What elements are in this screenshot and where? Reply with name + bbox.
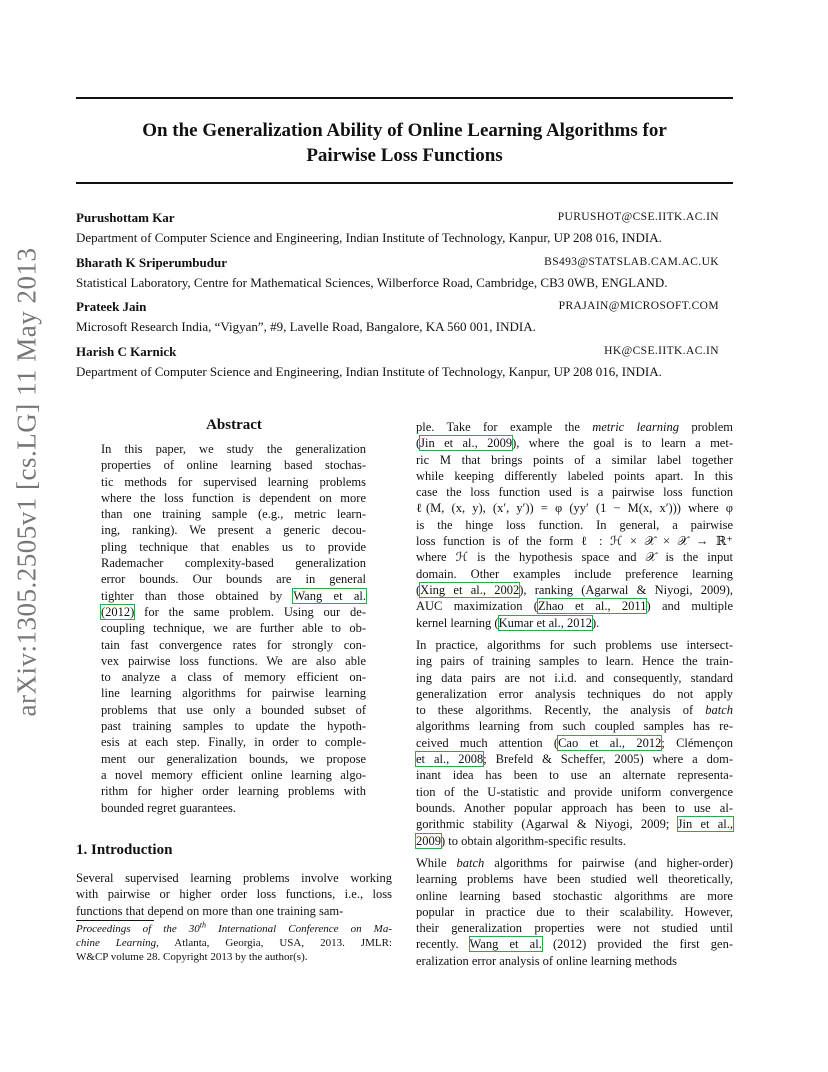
paragraph-line: recently. Wang et al. (2012) provided the first gen- (416, 937, 733, 952)
paragraph-line: learning problems have been studied well theoretically, (416, 872, 733, 887)
abstract-line: properties of online learning based stochas- (101, 458, 366, 473)
abstract-line: where the loss function is dependent on more (101, 490, 366, 505)
paper-title (76, 118, 733, 168)
author-affiliation: Microsoft Research India, “Vigyan”, #9, Lavelle Road, Bangalore, KA 560 001, INDIA. (76, 319, 536, 334)
author-email[interactable]: BS493@STATSLAB.CAM.AC.UK (544, 256, 719, 268)
author-block-3 (76, 299, 733, 334)
abstract-line: bounded regret guarantees. (101, 800, 237, 815)
abstract-line: pling technique that enables us to provide (101, 539, 366, 554)
author-name: Prateek Jain (76, 299, 147, 314)
introduction-line: functions that depend on more than one training sam- (76, 903, 344, 918)
paragraph-line: online learning based stochastic algorithms are more (416, 888, 733, 903)
paragraph-line: tion of the U-statistic and provide uniform convergence (416, 784, 733, 799)
author-affiliation: Statistical Laboratory, Centre for Mathematical Sciences, Wilberforce Road, Cambridge, CB3 0WB, ENGLAND. (76, 275, 668, 290)
paragraph-line: loss function is of the form ℓ : ℋ × 𝒳 × 𝒳 → ℝ⁺ (416, 534, 733, 549)
paragraph-line: ing data pairs are not i.i.d. and consequently, standard (416, 670, 733, 685)
footnote-line: Proceedings of the 30th International Conference on Ma- (76, 920, 392, 935)
footnote-line: chine Learning, Atlanta, Georgia, USA, 2013. JMLR: (76, 936, 392, 949)
footnote (76, 920, 392, 964)
author-name: Bharath K Sriperumbudur (76, 255, 227, 270)
abstract-line: tain fast convergence rates for strongly con- (101, 637, 366, 652)
abstract-line: Rademacher complexity-based generalization (101, 556, 366, 571)
paragraph-line: domain. Other examples include preference learning (416, 566, 733, 581)
title-line-1: On the Generalization Ability of Online Learning Algorithms for (142, 120, 667, 141)
abstract-line: esis at each step. Finally, in order to comple- (101, 735, 366, 750)
paragraph-line: (Jin et al., 2009), where the goal is to learn a met- (416, 436, 733, 451)
paragraph-line: popular in practice due to their scalability. However, (416, 904, 733, 919)
title-bottom-rule (76, 182, 733, 184)
paragraph-line: ric M that brings points of a similar label together (416, 452, 733, 467)
author-email[interactable]: PRAJAIN@MICROSOFT.COM (558, 300, 719, 312)
abstract-line: coupling technique, we are further able to ob- (101, 621, 366, 636)
introduction-line: with pairwise or higher order loss functions, i.e., loss (76, 887, 392, 902)
abstract-line: problems that use only a bounded subset of (101, 702, 366, 717)
paragraph-line: while keeping differently labeled points apart. In this (416, 468, 733, 483)
paragraph-line: eralization error analysis of online learning methods (416, 953, 678, 968)
arxiv-identifier: arXiv:1305.2505v1 [cs.LG] 11 May 2013 (11, 247, 42, 717)
author-email[interactable]: PURUSHOT@CSE.IITK.AC.IN (557, 211, 719, 223)
author-affiliation: Department of Computer Science and Engineering, Indian Institute of Technology, Kanpur, UP 208 016, INDIA. (76, 230, 662, 245)
author-block-4 (76, 344, 733, 379)
paragraph-line: inant idea has been to use an alternate representa- (416, 768, 733, 783)
paragraph-line: their generalization properties were not studied until (416, 921, 733, 936)
author-name: Harish C Karnick (76, 344, 177, 359)
arxiv-stamp (6, 247, 48, 717)
abstract-line: tighter than those obtained by Wang et al. (101, 588, 366, 603)
paragraph-line: kernel learning (Kumar et al., 2012). (416, 615, 600, 630)
introduction-line: Several supervised learning problems involve working (76, 871, 392, 885)
section-heading-introduction: 1. Introduction (76, 842, 173, 858)
paragraph-line: ing pairs of training samples to learn. Hence the train- (416, 654, 733, 669)
author-email[interactable]: HK@CSE.IITK.AC.IN (604, 345, 719, 357)
paragraph-line: case the loss function used is a pairwise loss function (416, 485, 733, 500)
abstract-line: line learning algorithms for pairwise learning (101, 686, 366, 701)
abstract-line: ing, ranking). We present a generic decou- (101, 523, 366, 538)
paragraph-line: generalization error analysis techniques do not apply (416, 686, 733, 701)
paragraph-line: algorithms learning from such coupled samples has re- (416, 719, 733, 734)
paragraph-line: to these algorithms. Recently, the analysis of batch (416, 703, 733, 718)
author-affiliation: Department of Computer Science and Engineering, Indian Institute of Technology, Kanpur, UP 208 016, INDIA. (76, 364, 662, 379)
paragraph-line: bounds. Another popular approach has been to use al- (416, 800, 733, 815)
footnote-line: W&CP volume 28. Copyright 2013 by the author(s). (76, 950, 308, 963)
introduction-body (76, 870, 392, 919)
paragraph-line: (Xing et al., 2002), ranking (Agarwal & Niyogi, 2009), (416, 582, 733, 597)
paragraph-line: While batch algorithms for pairwise (and higher-order) (416, 856, 734, 870)
abstract-line: than one training sample (e.g., metric learn- (101, 507, 366, 522)
paragraph-line: ceived much attention (Cao et al., 2012; Clémençon (416, 735, 733, 750)
abstract-line: a novel memory efficient online learning algo- (101, 767, 366, 782)
paragraph-line: In practice, algorithms for such problems use intersect- (416, 638, 733, 652)
author-block-1 (76, 210, 733, 245)
footnote-rule (76, 920, 154, 921)
abstract-line: In this paper, we study the generalization (101, 442, 366, 456)
right-column-paragraph-3 (416, 855, 733, 969)
paragraph-line: where ℋ is the hypothesis space and 𝒳 is the input (416, 550, 733, 565)
abstract-line: to analyze a class of memory efficient on- (101, 670, 366, 685)
abstract-line: tic methods for supervised learning problems (101, 474, 366, 489)
abstract-body (101, 441, 366, 816)
paragraph-line: ple. Take for example the metric learning problem (416, 420, 733, 434)
author-block-2 (76, 255, 733, 290)
paragraph-line: ℓ(M, (x, y), (x′, y′)) = φ (yy′ (1 − M(x, x′))) where φ (416, 501, 733, 516)
paragraph-line: AUC maximization (Zhao et al., 2011) and multiple (416, 599, 734, 614)
paragraph-line: et al., 2008; Brefeld & Scheffer, 2005) where a dom- (416, 752, 733, 767)
abstract-line: past training samples to update the hypoth- (101, 719, 366, 734)
right-column-paragraph-2 (416, 637, 733, 849)
abstract-heading: Abstract (206, 417, 262, 433)
paragraph-line: is the hinge loss function. In general, a pairwise (416, 517, 733, 532)
abstract-line: rithm for higher order learning problems with (101, 784, 366, 799)
author-name: Purushottam Kar (76, 210, 175, 225)
title-line-2: Pairwise Loss Functions (306, 145, 503, 166)
paragraph-line: 2009) to obtain algorithm-specific results. (416, 833, 627, 848)
abstract-line: ment our generalization bounds, we propose (101, 751, 366, 766)
top-rule (76, 97, 733, 99)
abstract-line: (2012) for the same problem. Using our de- (101, 604, 366, 619)
abstract-line: vex pairwise loss functions. We are also able (101, 653, 366, 668)
right-column-paragraph-1 (416, 419, 733, 631)
paragraph-line: gorithmic stability (Agarwal & Niyogi, 2009; Jin et al., (416, 817, 734, 832)
abstract-line: error bounds. Our bounds are in general (101, 572, 366, 587)
